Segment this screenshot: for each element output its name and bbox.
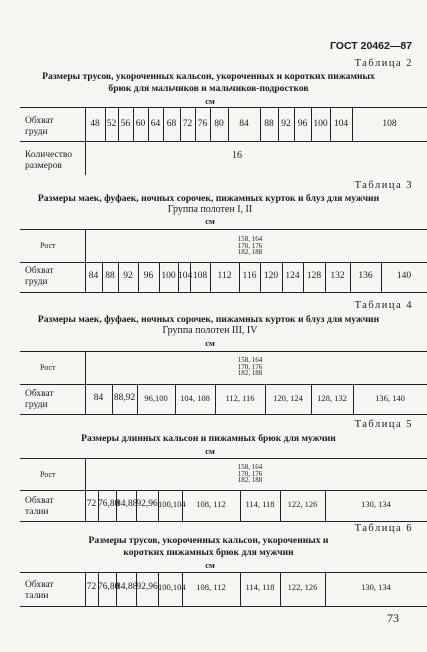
- table-5-rost-label: Рост: [40, 470, 56, 479]
- table-4-rost-rule: [85, 351, 86, 384]
- table-3-mid-rule: [20, 262, 427, 263]
- table-2-unit: см: [205, 96, 215, 106]
- table-3-bottom-rule: [20, 292, 427, 293]
- rost-value: 182, 188: [237, 369, 263, 377]
- rost-value: 158, 164: [237, 356, 263, 364]
- table-cell: 84: [88, 271, 99, 281]
- table-6-title-line2: коротких пижамных брюк для мужчин: [123, 547, 294, 558]
- table-5-rost-rule: [85, 458, 86, 490]
- table-3-title: Размеры маек, фуфаек, ночных сорочек, пижамных курток и блуз для мужчин: [37, 193, 380, 204]
- table-4-number: Таблица 4: [354, 300, 413, 311]
- table-5-top-rule: [20, 458, 427, 459]
- label-line: Обхват: [25, 389, 54, 399]
- table-cell: 108, 112: [196, 582, 226, 592]
- table-4-unit: см: [205, 338, 215, 348]
- rost-value: 158, 164: [237, 235, 263, 243]
- table-cell: 130, 134: [361, 499, 391, 509]
- table-cell: 108: [192, 271, 208, 281]
- table-4-top-rule: [20, 351, 427, 352]
- table-cell: 140: [396, 271, 412, 281]
- rost-value: 170, 176: [237, 362, 263, 371]
- table-cell: 100: [161, 271, 176, 281]
- rost-value: 182, 188: [237, 476, 263, 484]
- table-4-title: Размеры маек, фуфаек, ночных сорочек, пижамных курток и блуз для мужчин: [37, 314, 380, 325]
- table-5-title: Размеры длинных кальсон и пижамных брюк для мужчин: [81, 433, 336, 444]
- table-cell: 114, 118: [245, 499, 275, 509]
- table-4-bottom-rule: [20, 414, 427, 415]
- label-line: талии: [25, 591, 49, 601]
- table-3-row-label: [25, 266, 54, 288]
- table-cell: 68: [166, 119, 177, 129]
- table-3-rost-rule: [85, 229, 86, 262]
- table-cell: 84: [239, 119, 249, 129]
- rost-value: 170, 176: [237, 469, 263, 478]
- table-cell: 104, 108: [180, 393, 210, 403]
- label-line: груди: [25, 277, 48, 287]
- table-cell: 76,80: [98, 499, 120, 509]
- table-cell: 60: [135, 119, 146, 129]
- table-4-subtitle: Группа полотен III, IV: [162, 325, 258, 336]
- table-cell: 92,96: [136, 582, 158, 592]
- table-cell: 96,100: [144, 393, 168, 403]
- table-cell: 92: [281, 119, 291, 129]
- table-cell: 84,88: [116, 499, 138, 509]
- label-line: Обхват: [25, 116, 54, 126]
- table-4-row-label: [25, 389, 54, 411]
- table-cell: 104: [178, 271, 193, 281]
- table-cell: 76,80: [98, 582, 120, 592]
- table-2-title-line2: брюк для мальчиков и мальчиков-подростков: [108, 83, 309, 94]
- table-cell: 92: [123, 271, 133, 281]
- table-cell: 108: [382, 119, 397, 129]
- table-cell: 92,96: [136, 499, 158, 509]
- document-header: ГОСТ 20462—87: [329, 40, 412, 52]
- table-cell: 72: [86, 582, 97, 592]
- table-cell: 114, 118: [245, 582, 275, 592]
- table-cell: 120, 124: [273, 393, 303, 403]
- table-6-bottom-rule: [20, 606, 427, 607]
- label-line: груди: [25, 127, 48, 137]
- table-2-count: 16: [232, 150, 242, 161]
- table-cell: 88: [105, 271, 115, 281]
- table-cell: 100: [313, 119, 328, 129]
- label-line: Обхват: [25, 496, 54, 506]
- table-cell: 56: [120, 119, 131, 129]
- table-5-mid-rule: [20, 490, 427, 491]
- table-4-rost-label: Рост: [40, 363, 56, 372]
- table-2-top-rule: [20, 107, 427, 108]
- table-2-left-rule-2: [85, 141, 86, 175]
- table-cell: 104: [333, 119, 349, 129]
- table-2-row-label: [25, 116, 54, 138]
- rost-value: 158, 164: [237, 463, 263, 471]
- label-line: груди: [25, 400, 48, 410]
- table-3-rost-values: [225, 236, 275, 256]
- table-cell: 80: [214, 119, 224, 129]
- label-line: Обхват: [25, 266, 54, 276]
- table-cell: 88,92: [113, 393, 136, 403]
- table-6-row-label: [25, 580, 54, 602]
- table-6-title-line1: Размеры трусов, укороченных кальсон, укороченных и: [88, 535, 329, 546]
- table-cell: 136, 140: [375, 393, 405, 403]
- table-cell: 76: [197, 119, 208, 129]
- table-3-top-rule: [20, 229, 427, 230]
- table-cell: 132: [330, 271, 345, 281]
- table-5-number: Таблица 5: [354, 419, 413, 430]
- table-cell: 48: [90, 119, 100, 129]
- table-cell: 100,104: [158, 582, 186, 592]
- table-3-number: Таблица 3: [354, 180, 413, 191]
- label-line: талии: [25, 507, 49, 517]
- table-cell: 96: [143, 271, 154, 281]
- table-5-unit: см: [205, 446, 215, 456]
- table-2-title-line1: Размеры трусов, укороченных кальсон, укороченных и коротких пижамных: [42, 71, 375, 82]
- table-5-rost-values: [225, 464, 275, 484]
- table-cell: 88: [264, 119, 274, 129]
- table-cell: 84,88: [116, 582, 138, 592]
- table-cell: 120: [263, 271, 279, 281]
- table-2-row2-label: [25, 150, 72, 172]
- table-cell: 128: [306, 271, 322, 281]
- label-line: размеров: [25, 161, 62, 171]
- table-cell: 72: [86, 499, 97, 509]
- table-5-bottom-rule: [20, 521, 427, 522]
- table-6-top-rule: [20, 572, 427, 573]
- table-3-rost-label: Рост: [40, 241, 56, 250]
- table-5-row-label: [25, 496, 54, 518]
- rost-value: 182, 188: [237, 248, 263, 256]
- table-cell: 64: [150, 119, 161, 129]
- table-cell: 112, 116: [225, 393, 255, 403]
- table-cell: 128, 132: [317, 393, 347, 403]
- table-cell: 116: [242, 271, 257, 281]
- table-cell: 100,104: [158, 499, 186, 509]
- table-cell: 122, 126: [287, 499, 318, 509]
- page-number: 73: [387, 611, 399, 625]
- table-3-subtitle: Группа полотен I, II: [167, 204, 253, 215]
- table-6-number: Таблица 6: [354, 523, 413, 534]
- table-2-number: Таблица 2: [354, 58, 413, 69]
- table-3-unit: см: [205, 216, 215, 226]
- label-line: Обхват: [25, 580, 54, 590]
- table-4-rost-values: [225, 357, 275, 377]
- table-cell: 136: [358, 271, 373, 281]
- table-6-unit: см: [205, 560, 215, 570]
- table-2-mid-rule: [20, 141, 427, 142]
- rost-value: 170, 176: [237, 241, 263, 250]
- table-cell: 108, 112: [196, 499, 226, 509]
- table-cell: 130, 134: [361, 582, 391, 592]
- table-cell: 96: [297, 119, 308, 129]
- table-cell: 72: [182, 119, 193, 129]
- table-cell: 112: [217, 271, 232, 281]
- table-cell: 84: [93, 393, 104, 403]
- table-cell: 122, 126: [287, 582, 318, 592]
- label-line: Количество: [25, 150, 73, 160]
- table-cell: 52: [106, 119, 117, 129]
- table-cell: 124: [285, 271, 300, 281]
- table-4-mid-rule: [20, 384, 427, 385]
